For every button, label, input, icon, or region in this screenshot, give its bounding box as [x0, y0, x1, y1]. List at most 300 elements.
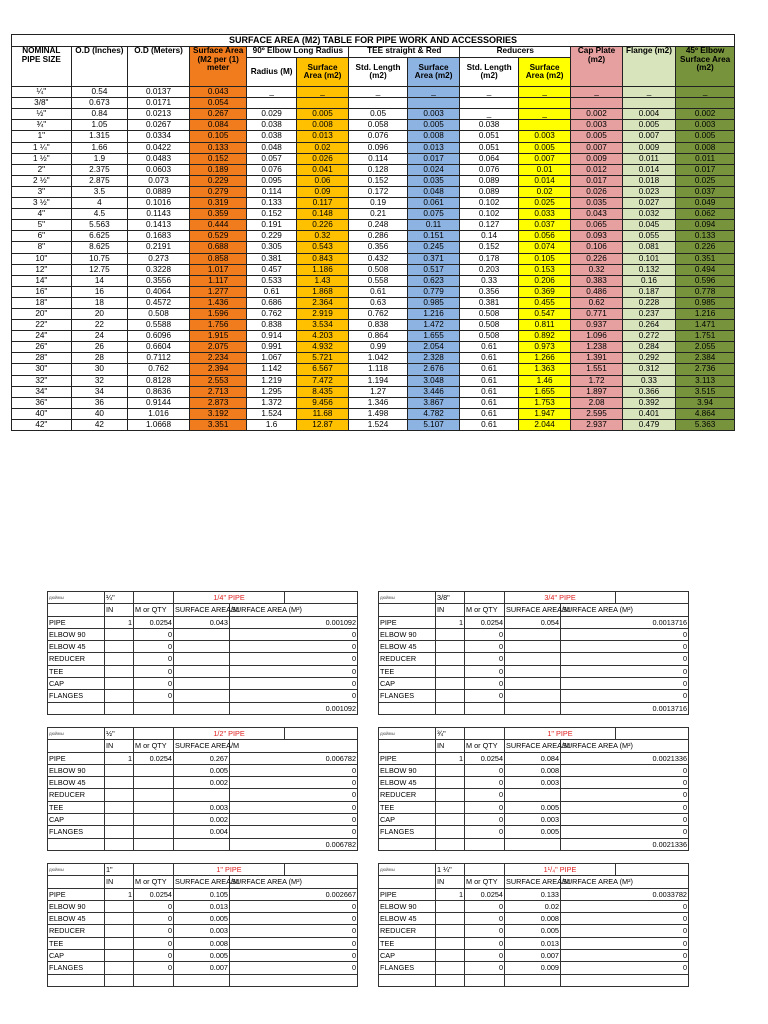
table-row — [12, 164, 735, 175]
sheet-sa-value: 0 — [230, 814, 358, 826]
sheet-row — [48, 814, 358, 826]
table-cell: 0.038 — [247, 120, 296, 131]
table-cell: 0.383 — [571, 275, 622, 286]
table-cell — [296, 98, 348, 109]
sheet-row — [379, 962, 689, 974]
sheet-qty-value[interactable]: 0 — [465, 913, 505, 925]
sheet-qty-value[interactable]: 0.0254 — [465, 752, 505, 764]
table-row — [12, 198, 735, 209]
table-cell: 1.117 — [189, 275, 247, 286]
sheet-sa-value: 0 — [561, 690, 689, 702]
table-cell: 0.623 — [407, 275, 459, 286]
sheet-qty-value[interactable]: 0 — [134, 678, 174, 690]
sheet-row — [379, 913, 689, 925]
sheet-in-value[interactable] — [436, 777, 465, 789]
sheet-item: FLANGES — [48, 962, 105, 974]
table-cell: 24" — [12, 331, 72, 342]
sheet-in-value[interactable] — [436, 665, 465, 677]
table-cell: 0.9144 — [128, 397, 190, 408]
table-cell: 0.455 — [518, 297, 570, 308]
sheet-in-value[interactable] — [436, 814, 465, 826]
sheet-in-value[interactable]: 1 — [436, 888, 465, 900]
sheet-item: ELBOW 90 — [48, 764, 105, 776]
sheet-in-value[interactable] — [105, 690, 134, 702]
table-cell: 0.33 — [622, 375, 675, 386]
table-row — [12, 297, 735, 308]
table-cell: 3.534 — [296, 320, 348, 331]
sheet-in-value[interactable] — [105, 826, 134, 838]
sheet-qty-value[interactable]: 0 — [134, 665, 174, 677]
sheet-sa-value: 0 — [230, 789, 358, 801]
sheet-qty-value[interactable]: 0.0254 — [134, 752, 174, 764]
sheet-sa-value: 0 — [230, 678, 358, 690]
table-cell: 1.751 — [676, 331, 735, 342]
sheet-sa-m-value — [174, 653, 230, 665]
sheet-item: FLANGES — [379, 962, 436, 974]
table-cell: 0.0483 — [128, 153, 190, 164]
sheet-in-value[interactable] — [436, 690, 465, 702]
sheet-in-value[interactable] — [105, 777, 134, 789]
sheet-row — [379, 665, 689, 677]
table-cell: 0.048 — [407, 186, 459, 197]
sheet-label: дюймы — [379, 592, 436, 604]
sheet-in-value[interactable] — [105, 937, 134, 949]
table-cell: 0.61 — [460, 419, 519, 430]
sheet-row — [48, 789, 358, 801]
table-cell: 0.508 — [460, 320, 519, 331]
sheet-qty-value[interactable]: 0 — [465, 937, 505, 949]
table-cell: 0.007 — [622, 131, 675, 142]
sheet-in-value[interactable] — [105, 665, 134, 677]
table-cell: 0.105 — [518, 253, 570, 264]
table-cell: 0.771 — [571, 308, 622, 319]
table-cell: 5.721 — [296, 353, 348, 364]
sheet-sa-value: 0 — [230, 777, 358, 789]
table-cell: 2.937 — [571, 419, 622, 430]
table-cell: 2.713 — [189, 386, 247, 397]
sheet-sa-m-value: 0.043 — [174, 616, 230, 628]
table-cell: 0.057 — [247, 153, 296, 164]
table-cell: 0.226 — [571, 253, 622, 264]
sheet-sa-value: 0.006782 — [230, 752, 358, 764]
sheet-sa-m-value — [174, 690, 230, 702]
sheet-row — [379, 826, 689, 838]
table-cell: 1.118 — [349, 364, 408, 375]
table-cell: 0.049 — [676, 198, 735, 209]
sheet-item: FLANGES — [48, 690, 105, 702]
sheet-qty-value[interactable]: 0.0254 — [134, 616, 174, 628]
table-cell: 0.369 — [518, 286, 570, 297]
sheet-qty-value[interactable]: 0 — [134, 925, 174, 937]
sheet-qty-value[interactable]: 0 — [465, 628, 505, 640]
sheet-qty-value[interactable]: 0 — [465, 777, 505, 789]
sheet-in-value[interactable] — [436, 925, 465, 937]
sheet-sa-m-header: SURFACE AREA/M — [506, 605, 571, 615]
sheet-sa-value: 0 — [561, 913, 689, 925]
sheet-qty-value[interactable]: 0 — [134, 962, 174, 974]
sheet-qty-value[interactable]: 0 — [465, 653, 505, 665]
sheet-in-value[interactable] — [436, 641, 465, 653]
table-cell: 2.328 — [407, 353, 459, 364]
sheet-qty-value[interactable]: 0 — [465, 814, 505, 826]
sheet-item: ELBOW 45 — [48, 913, 105, 925]
table-cell: 0.432 — [349, 253, 408, 264]
sheet-in-value[interactable] — [105, 789, 134, 801]
table-cell: 5.107 — [407, 419, 459, 430]
table-cell: 3.192 — [189, 408, 247, 419]
table-cell: 0.688 — [189, 242, 247, 253]
table-cell: 0.152 — [247, 209, 296, 220]
sheet-in-value[interactable] — [105, 900, 134, 912]
table-cell: 0.191 — [247, 220, 296, 231]
sheet-qty-value[interactable]: 0 — [465, 665, 505, 677]
table-cell: 0.3228 — [128, 264, 190, 275]
sheet-sa-m-value: 0.267 — [174, 752, 230, 764]
sheet-qty-value[interactable] — [134, 801, 174, 813]
table-cell: 0.99 — [349, 342, 408, 353]
table-cell: 0.005 — [676, 131, 735, 142]
table-cell — [407, 98, 459, 109]
table-cell: 0.074 — [518, 242, 570, 253]
table-cell: 0.178 — [460, 253, 519, 264]
sheet-row — [379, 653, 689, 665]
table-cell: 0.076 — [349, 131, 408, 142]
table-cell: 0.009 — [622, 142, 675, 153]
sheet-qty-value[interactable] — [134, 764, 174, 776]
table-cell: 1.219 — [247, 375, 296, 386]
sheet-sa-header: SURFACE AREA (M²) — [230, 604, 358, 616]
table-cell: 0.003 — [571, 120, 622, 131]
table-cell: 2.08 — [571, 397, 622, 408]
sheet-qty-value[interactable]: 0 — [465, 950, 505, 962]
table-cell: 0.248 — [349, 220, 408, 231]
sheet-in-value[interactable] — [436, 913, 465, 925]
sheet-in-value[interactable]: 1 — [436, 752, 465, 764]
sheet-in: IN — [436, 604, 465, 616]
table-cell: 1.186 — [296, 264, 348, 275]
table-cell: 1.915 — [189, 331, 247, 342]
sheet-qty-header: M or QTY — [465, 604, 505, 616]
sheet-title: 1/2" PIPE — [174, 727, 285, 739]
sheet-qty-value[interactable]: 0.0254 — [465, 888, 505, 900]
sheet-in-value[interactable] — [105, 641, 134, 653]
sheet-sa-m-value — [505, 690, 561, 702]
table-cell: 0.065 — [571, 220, 622, 231]
sheet-sa-m-value: 0.005 — [505, 801, 561, 813]
pipe-sheet — [378, 591, 689, 715]
sheet-qty-value[interactable]: 0.0254 — [134, 888, 174, 900]
sheet-size: ¼" — [105, 592, 134, 604]
table-cell: 0.014 — [518, 175, 570, 186]
sheet-size: 3/8" — [436, 592, 465, 604]
table-cell: 30" — [12, 364, 72, 375]
table-cell: 0.003 — [407, 109, 459, 120]
pipe-sheet — [47, 727, 358, 851]
sheet-item: PIPE — [48, 616, 105, 628]
table-cell: 0.094 — [676, 220, 735, 231]
sheet-sa-value: 0 — [561, 826, 689, 838]
sheet-qty-value[interactable] — [134, 789, 174, 801]
sheet-sa-value: 0 — [230, 826, 358, 838]
table-cell: 1.9 — [71, 153, 128, 164]
sheet-item: FLANGES — [379, 826, 436, 838]
table-cell: 0.6096 — [128, 331, 190, 342]
sheet-row — [379, 616, 689, 628]
table-cell: 0.359 — [189, 209, 247, 220]
sheet-total — [561, 974, 689, 986]
table-cell: 18 — [71, 297, 128, 308]
sheet-item: PIPE — [379, 752, 436, 764]
sheet-qty-value[interactable] — [134, 777, 174, 789]
sheet-qty-value[interactable]: 0 — [134, 950, 174, 962]
table-cell: 0.004 — [622, 109, 675, 120]
sheet-row — [48, 764, 358, 776]
sheet-item: CAP — [48, 814, 105, 826]
sheet-in-value[interactable]: 1 — [436, 616, 465, 628]
sheet-sa-value: 0.0013716 — [561, 616, 689, 628]
sheet-qty-value[interactable]: 0 — [134, 641, 174, 653]
table-cell: 0.148 — [296, 209, 348, 220]
header-surface-area: Surface Area (M2 per (1) meter — [189, 47, 247, 87]
table-cell: 0.152 — [349, 175, 408, 186]
sheet-qty-value[interactable]: 0 — [465, 678, 505, 690]
table-cell: 0.029 — [247, 109, 296, 120]
table-row — [12, 231, 735, 242]
sheet-in-value[interactable] — [436, 900, 465, 912]
sheet-qty-value[interactable]: 0 — [134, 690, 174, 702]
sheet-in-value[interactable] — [436, 628, 465, 640]
table-cell: 1.27 — [349, 386, 408, 397]
sheet-in-value[interactable] — [436, 950, 465, 962]
sheet-sa-value: 0 — [230, 690, 358, 702]
sheet-item: TEE — [379, 937, 436, 949]
sheet-item: CAP — [379, 678, 436, 690]
sheet-item: PIPE — [379, 616, 436, 628]
table-cell: 4.864 — [676, 408, 735, 419]
sheet-qty-value[interactable] — [134, 814, 174, 826]
sheet-title: 1¹/₄" PIPE — [505, 863, 616, 875]
sheet-qty-value[interactable]: 0 — [134, 913, 174, 925]
table-cell: 28" — [12, 353, 72, 364]
sheet-in-value[interactable]: 1 — [105, 752, 134, 764]
sheet-sa-value: 0 — [561, 789, 689, 801]
table-cell: 0.005 — [296, 109, 348, 120]
table-cell: 0.5588 — [128, 320, 190, 331]
sheet-in-value[interactable] — [436, 653, 465, 665]
table-cell: 0.264 — [622, 320, 675, 331]
table-cell: 0.61 — [460, 364, 519, 375]
table-cell: 0.089 — [460, 186, 519, 197]
sheet-sa-value: 0.0021336 — [561, 752, 689, 764]
table-cell: 0.008 — [676, 142, 735, 153]
sheet-qty-value[interactable]: 0 — [465, 690, 505, 702]
sheet-title: 1" PIPE — [174, 863, 285, 875]
sheet-qty-value[interactable]: 0 — [465, 925, 505, 937]
table-cell: 0.838 — [349, 320, 408, 331]
sheet-sa-m-header: SURFACE AREA/M — [506, 741, 571, 751]
sheet-qty-value[interactable]: 0 — [134, 628, 174, 640]
sheet-sa-m-value: 0.005 — [505, 925, 561, 937]
sheet-sa-m-value: 0.005 — [174, 950, 230, 962]
sheet-sa-value: 0.002667 — [230, 888, 358, 900]
table-cell: 0.529 — [189, 231, 247, 242]
table-row — [12, 386, 735, 397]
sheet-item: TEE — [379, 801, 436, 813]
table-cell: 32 — [71, 375, 128, 386]
sheet-in-value[interactable] — [436, 789, 465, 801]
table-cell: 0.284 — [622, 342, 675, 353]
table-cell: 0.152 — [460, 242, 519, 253]
sheet-sa-value: 0 — [230, 628, 358, 640]
table-cell: 0.114 — [349, 153, 408, 164]
sheet-qty-value[interactable]: 0.0254 — [465, 616, 505, 628]
sheet-total — [230, 974, 358, 986]
table-cell: 28 — [71, 353, 128, 364]
sheet-sa-m-value: 0.133 — [505, 888, 561, 900]
sheet-qty-value[interactable] — [134, 826, 174, 838]
table-cell: 0.026 — [296, 153, 348, 164]
sheet-sa-value: 0 — [561, 777, 689, 789]
table-cell: 0.543 — [296, 242, 348, 253]
table-cell: 0.064 — [460, 153, 519, 164]
table-cell: 4" — [12, 209, 72, 220]
sheet-in-value[interactable] — [105, 814, 134, 826]
sheet-qty-value[interactable]: 0 — [465, 801, 505, 813]
sheet-qty-value[interactable]: 0 — [465, 826, 505, 838]
sheet-in-value[interactable] — [436, 937, 465, 949]
table-cell: 0.051 — [460, 142, 519, 153]
table-cell — [518, 120, 570, 131]
table-cell: 0.356 — [349, 242, 408, 253]
sheet-in-value[interactable] — [105, 801, 134, 813]
table-cell: 0.762 — [247, 308, 296, 319]
sheet-in-value[interactable] — [105, 962, 134, 974]
sheet-qty-value[interactable]: 0 — [134, 653, 174, 665]
table-cell: 18" — [12, 297, 72, 308]
table-cell: 0.008 — [407, 131, 459, 142]
sheet-item: FLANGES — [379, 690, 436, 702]
sheet-sa-m-value — [505, 653, 561, 665]
table-cell: 0.203 — [460, 264, 519, 275]
sheet-pair — [47, 863, 687, 987]
table-cell: 1.391 — [571, 353, 622, 364]
table-cell: 2.234 — [189, 353, 247, 364]
table-cell: 0.106 — [571, 242, 622, 253]
sheet-sa-value: 0 — [230, 925, 358, 937]
header-tee: TEE straight & Red — [349, 47, 460, 58]
sheet-in-value[interactable] — [105, 678, 134, 690]
table-row — [12, 120, 735, 131]
table-cell: 0.013 — [407, 142, 459, 153]
table-cell: 1.05 — [71, 120, 128, 131]
sheet-sa-value: 0.001092 — [230, 616, 358, 628]
table-cell: 0.187 — [622, 286, 675, 297]
table-cell: 0.381 — [247, 253, 296, 264]
sheet-in-value[interactable]: 1 — [105, 888, 134, 900]
sheet-qty-value[interactable]: 0 — [465, 962, 505, 974]
sheet-in-value[interactable]: 1 — [105, 616, 134, 628]
sheet-in: IN — [436, 740, 465, 752]
sheet-in-value[interactable] — [105, 628, 134, 640]
table-cell — [622, 98, 675, 109]
sheet-in-value[interactable] — [105, 925, 134, 937]
table-cell: 0.089 — [460, 175, 519, 186]
sheet-sa-m-value — [505, 678, 561, 690]
table-cell: 0.172 — [349, 186, 408, 197]
sheet-row — [48, 653, 358, 665]
table-cell: 1.471 — [676, 320, 735, 331]
sheet-row — [379, 937, 689, 949]
sheet-in-value[interactable] — [436, 801, 465, 813]
sheet-qty-value[interactable]: 0 — [134, 937, 174, 949]
sheet-in-value[interactable] — [436, 764, 465, 776]
table-cell: 0.035 — [407, 175, 459, 186]
table-cell — [460, 98, 519, 109]
table-cell: 0.153 — [518, 264, 570, 275]
sheet-row — [379, 950, 689, 962]
table-cell: 0.01 — [518, 164, 570, 175]
table-cell: 1.596 — [189, 308, 247, 319]
table-cell: 0.0334 — [128, 131, 190, 142]
sheet-in-value[interactable] — [105, 764, 134, 776]
table-cell: 0.007 — [571, 142, 622, 153]
table-cell: 0.21 — [349, 209, 408, 220]
table-cell: 0.005 — [622, 120, 675, 131]
sheet-sa-m-value — [505, 789, 561, 801]
table-row — [12, 331, 735, 342]
sheet-row — [48, 962, 358, 974]
table-cell: 2.075 — [189, 342, 247, 353]
table-cell: 0.508 — [128, 308, 190, 319]
sheet-sa-m-value: 0.054 — [505, 616, 561, 628]
table-cell: 0.056 — [518, 231, 570, 242]
table-cell: 0.0213 — [128, 109, 190, 120]
sheet-item: REDUCER — [48, 653, 105, 665]
table-cell: 1" — [12, 131, 72, 142]
sheet-qty-value[interactable]: 0 — [465, 900, 505, 912]
table-cell: 0.093 — [571, 231, 622, 242]
sheet-in-value[interactable] — [105, 950, 134, 962]
table-cell: 0.267 — [189, 109, 247, 120]
table-cell: 36" — [12, 397, 72, 408]
table-cell: 0.0267 — [128, 120, 190, 131]
table-cell: 1.238 — [571, 342, 622, 353]
sheet-qty-value[interactable]: 0 — [465, 641, 505, 653]
table-cell: 0.366 — [622, 386, 675, 397]
table-row — [12, 408, 735, 419]
table-cell: 0.009 — [571, 153, 622, 164]
sheet-sa-value: 0 — [561, 628, 689, 640]
sheet-in-value[interactable] — [436, 826, 465, 838]
sheet-in-value[interactable] — [436, 962, 465, 974]
sheet-qty-value[interactable]: 0 — [134, 900, 174, 912]
pipe-sheet — [378, 863, 689, 987]
sheet-in-value[interactable] — [105, 913, 134, 925]
table-cell: 0.035 — [571, 198, 622, 209]
sheet-in-value[interactable] — [436, 678, 465, 690]
table-cell: 0.076 — [460, 164, 519, 175]
table-cell: 0.533 — [247, 275, 296, 286]
sheet-item: ELBOW 45 — [379, 913, 436, 925]
sheet-in-value[interactable] — [105, 653, 134, 665]
sheet-sa-value: 0 — [230, 900, 358, 912]
table-cell: 0.778 — [676, 286, 735, 297]
sheet-qty-value[interactable]: 0 — [465, 764, 505, 776]
sheet-qty-value[interactable]: 0 — [465, 789, 505, 801]
sheet-sa-m-value — [174, 665, 230, 677]
table-cell: 0.457 — [247, 264, 296, 275]
table-cell: 0.043 — [571, 209, 622, 220]
